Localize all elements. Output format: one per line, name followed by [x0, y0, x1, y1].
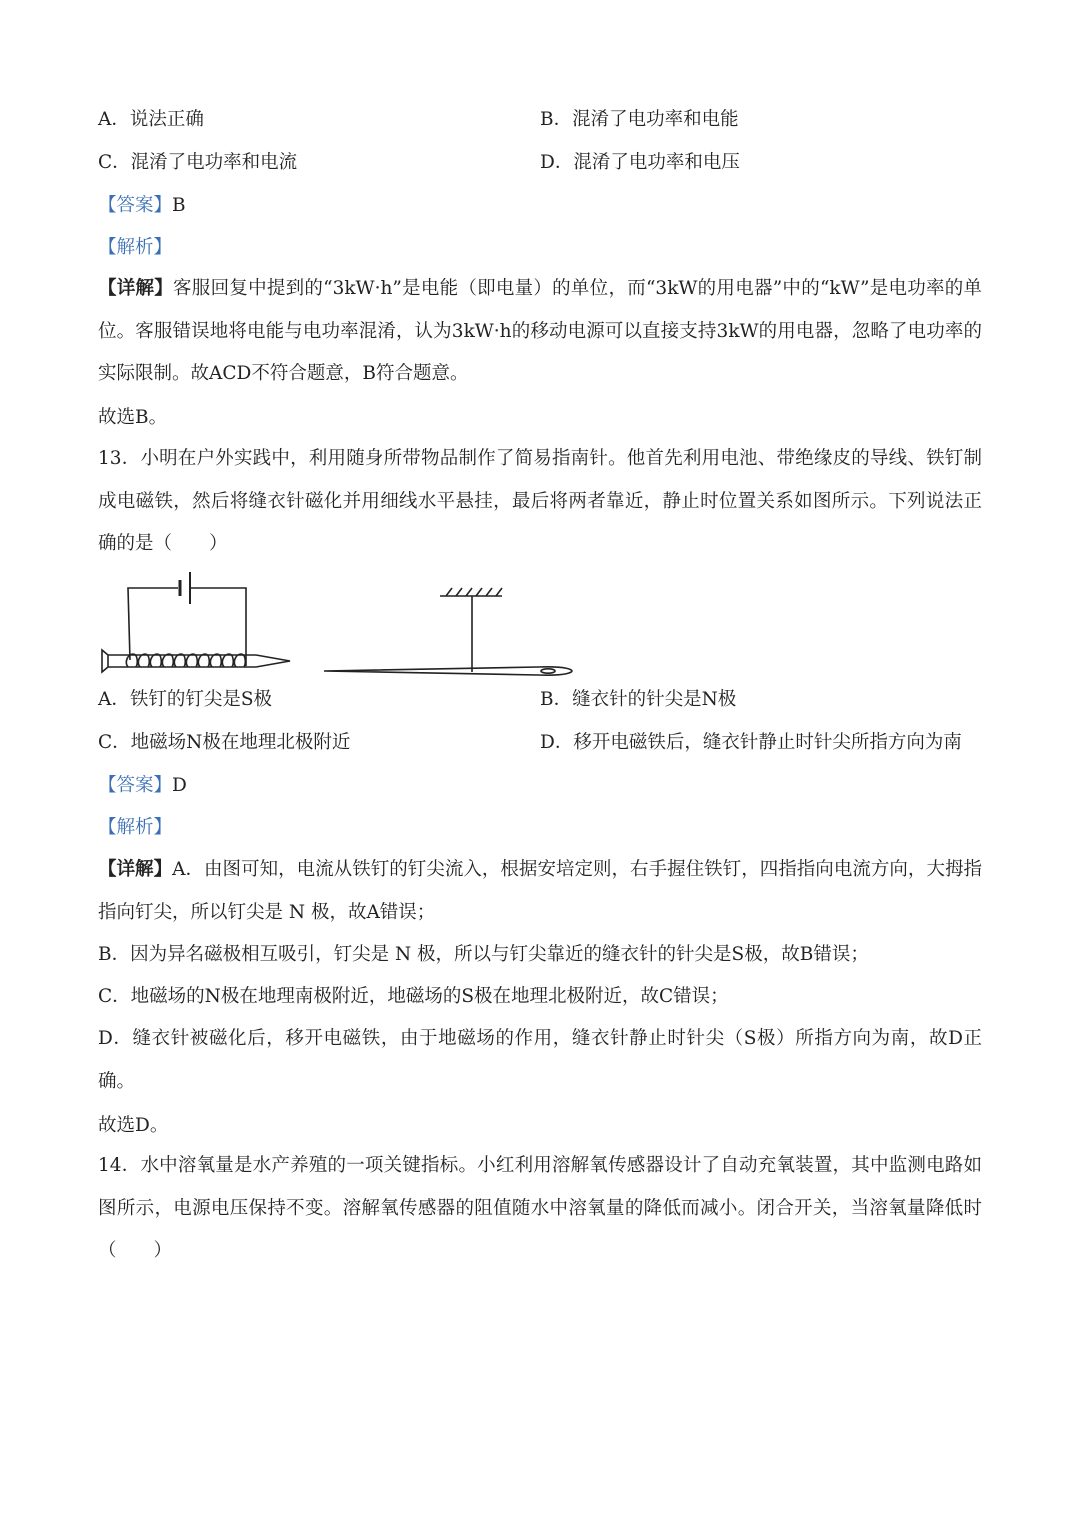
q13-detail-c: C．地磁场的N极在地理南极附近，地磁场的S极在地理北极附近，故C错误；: [98, 986, 729, 1007]
detail-a-text: A．由图可知，电流从铁钉的钉尖流入，根据安培定则，右手握住铁钉，四指指向电流方向，大拇指指向钉尖，所以钉尖是 N 极，故A错误；: [98, 859, 982, 923]
sewing-needle: [324, 667, 572, 675]
detail-text: 客服回复中提到的“3kW·h”是电能（即电量）的单位，而“3kW的用电器”中的“kW”是电功率的单位。客服错误地将电能与电功率混淆，认为3kW·h的移动电源可以直接支持3kW的用电器，忽略了电功率的实际限制。故ACD不符合题意，B符合题意。: [98, 278, 982, 384]
q13-choose: 故选D。: [98, 1115, 169, 1136]
detail-label: 【详解】: [98, 859, 173, 880]
circuit-wire: [128, 588, 178, 660]
coil: [126, 654, 245, 667]
q13-option-a: A．铁钉的钉尖是S极: [98, 689, 273, 710]
nail-tip: [256, 655, 290, 667]
answer-label: 【答案】: [98, 195, 173, 216]
q13-detail-d: D．缝衣针被磁化后，移开电磁铁，由于地磁场的作用，缝衣针静止时针尖（S极）所指方向为南，故D正确。: [98, 1028, 982, 1092]
q13-option-b: B．缝衣针的针尖是N极: [540, 689, 737, 710]
q12-option-b: B．混淆了电功率和电能: [540, 109, 739, 130]
electromagnet-needle-figure: [98, 566, 578, 682]
q13-option-c: C．地磁场N极在地理北极附近: [98, 732, 351, 753]
iron-nail: [102, 650, 108, 672]
q13-stem: 13．小明在户外实践中，利用随身所带物品制作了简易指南针。他首先利用电池、带绝缘皮的导线、铁钉制成电磁铁，然后将缝衣针磁化并用细线水平悬挂，最后将两者靠近，静止时位置关系如图所示。下列说法正确的是（ ）: [98, 448, 982, 554]
q12-choose: 故选B。: [98, 407, 168, 428]
answer-value: D: [172, 775, 187, 796]
analysis-label: 【解析】: [98, 817, 173, 838]
q12-option-d: D．混淆了电功率和电压: [540, 152, 740, 173]
needle-eye: [541, 669, 555, 673]
answer-label: 【答案】: [98, 775, 173, 796]
q13-detail-a: [98, 849, 982, 934]
q12-option-c: C．混淆了电功率和电流: [98, 152, 298, 173]
answer-value: B: [172, 195, 186, 216]
q13-option-d: D．移开电磁铁后，缝衣针静止时针尖所指方向为南: [540, 732, 962, 753]
q13-answer-row: [98, 774, 187, 798]
q14-stem: 14．水中溶氧量是水产养殖的一项关键指标。小红利用溶解氧传感器设计了自动充氧装置，其中监测电路如图所示，电源电压保持不变。溶解氧传感器的阻值随水中溶氧量的降低而减小。闭合开关，当溶氧量降低时（ ）: [98, 1155, 982, 1261]
detail-label: 【详解】: [98, 278, 174, 299]
q12-option-a: A．说法正确: [98, 109, 204, 130]
q12-answer-row: [98, 194, 186, 218]
q12-detail-paragraph: [98, 268, 982, 396]
q13-detail-b: B．因为异名磁极相互吸引，钉尖是 N 极，所以与钉尖靠近的缝衣针的针尖是S极，故B错误；: [98, 944, 869, 965]
analysis-label: 【解析】: [98, 237, 173, 258]
